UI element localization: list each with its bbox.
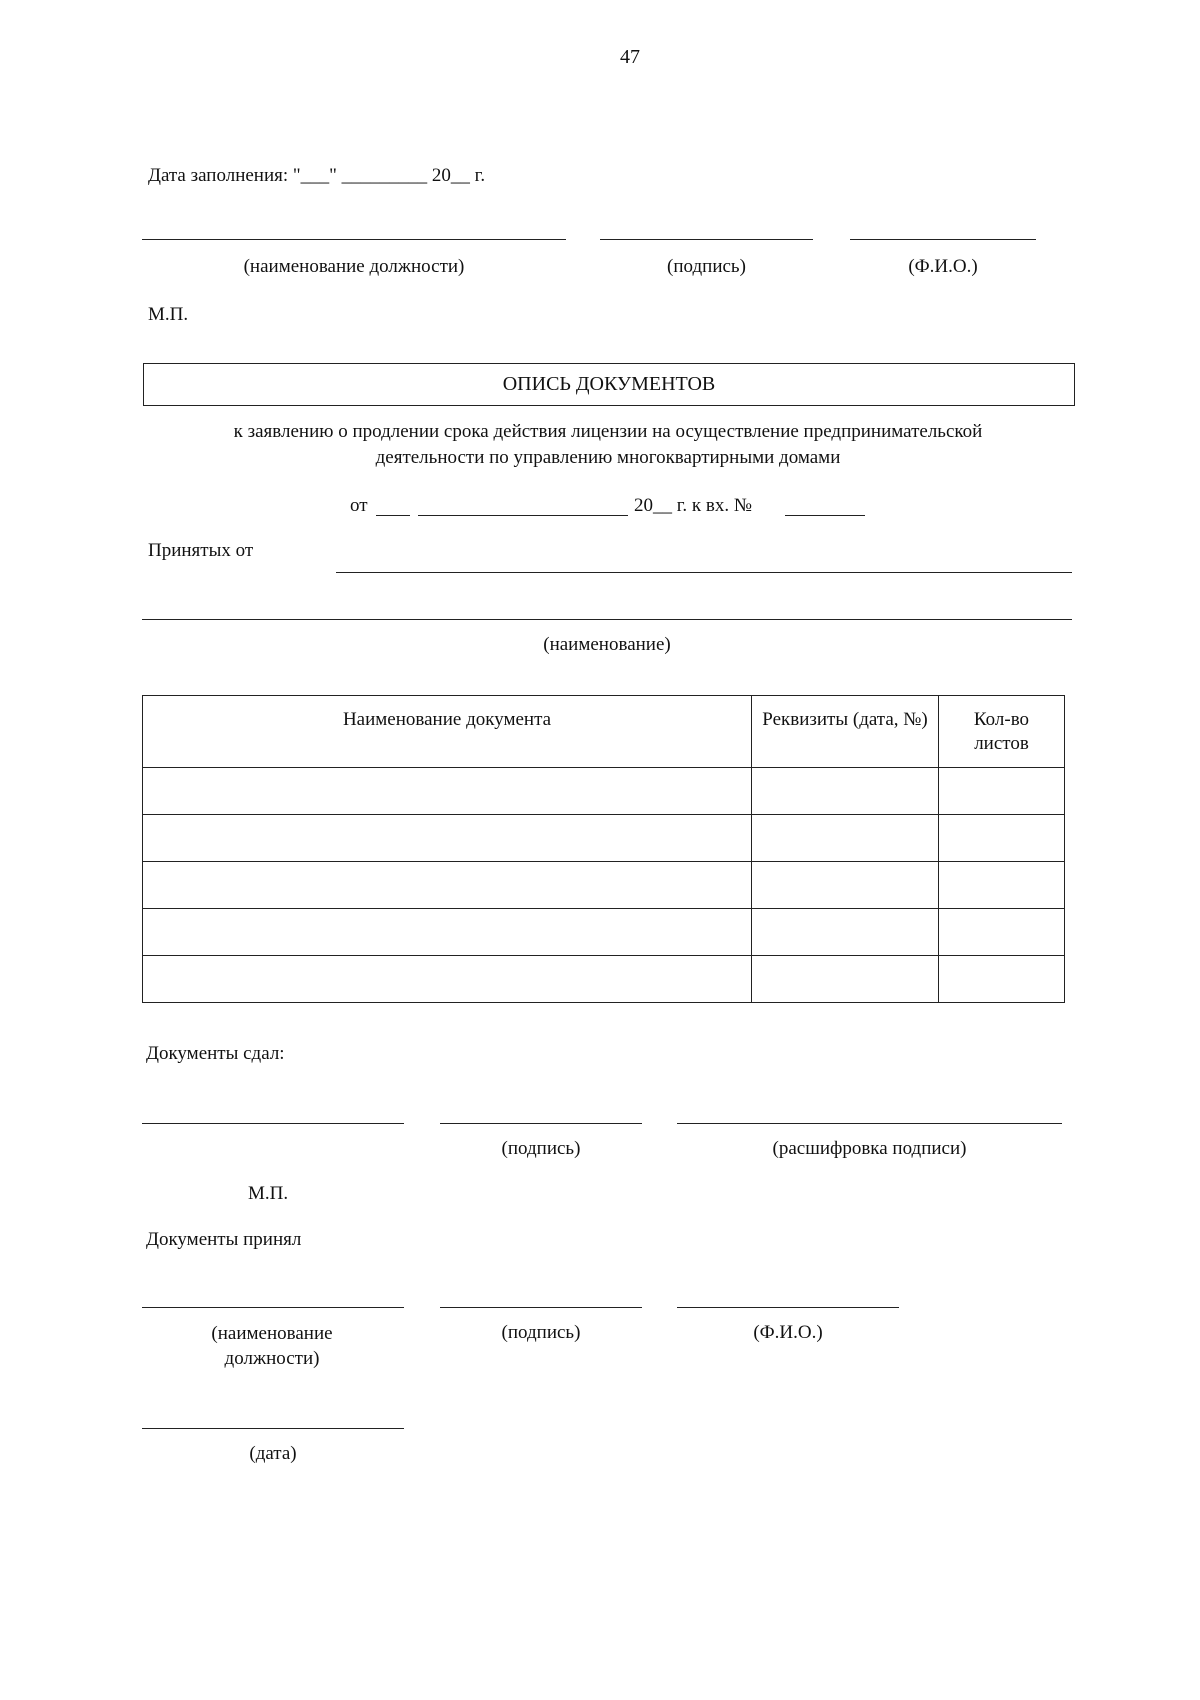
subtitle-line-2: деятельности по управлению многоквартирными домами <box>375 447 841 468</box>
signature-line <box>600 239 813 240</box>
subtitle-line-1: к заявлению о продлении срока действия лицензии на осуществление предпринимательской <box>233 421 983 442</box>
position-caption: (наименование должности) <box>243 256 465 277</box>
received-signature-line <box>440 1307 642 1308</box>
table-header-row <box>143 696 1065 768</box>
fill-date <box>148 165 485 187</box>
received-date-caption: (дата) <box>249 1443 297 1464</box>
fill-date-label: Дата заполнения: <box>148 165 289 186</box>
cell-requisites <box>752 909 939 956</box>
received-date-line <box>142 1428 404 1429</box>
accepted-from-caption: (наименование) <box>543 634 671 655</box>
submitted-signature-caption: (подпись) <box>501 1138 581 1159</box>
date-from-label: от <box>350 495 368 516</box>
cell-sheet-count <box>939 909 1065 956</box>
cell-requisites <box>752 956 939 1003</box>
received-name-caption: (Ф.И.О.) <box>753 1322 823 1343</box>
header-document-name: Наименование документа <box>143 696 752 768</box>
table-row <box>143 815 1065 862</box>
document-title-box <box>143 363 1075 406</box>
submitted-stamp-place: М.П. <box>248 1183 289 1204</box>
cell-document-name <box>143 815 752 862</box>
stamp-place: М.П. <box>148 304 189 325</box>
submitted-decoding-caption: (расшифровка подписи) <box>772 1138 967 1159</box>
cell-requisites <box>752 815 939 862</box>
header-sheet-count: Кол-во листов <box>939 696 1065 768</box>
cell-requisites <box>752 768 939 815</box>
accepted-from-line-1 <box>336 572 1072 573</box>
submitted-signature-line <box>440 1123 642 1124</box>
signature-caption: (подпись) <box>667 256 746 277</box>
name-caption: (Ф.И.О.) <box>908 256 978 277</box>
day-blank <box>376 515 410 516</box>
month-blank <box>418 515 628 516</box>
cell-sheet-count <box>939 815 1065 862</box>
cell-sheet-count <box>939 768 1065 815</box>
cell-requisites <box>752 862 939 909</box>
accepted-from-label: Принятых от <box>148 540 254 561</box>
document-title: ОПИСЬ ДОКУМЕНТОВ <box>502 373 716 395</box>
received-position-line <box>142 1307 404 1308</box>
cell-sheet-count <box>939 862 1065 909</box>
date-year-label: 20__ г. к вх. № <box>634 495 752 516</box>
cell-document-name <box>143 956 752 1003</box>
table-row <box>143 909 1065 956</box>
accepted-from-line-2 <box>142 619 1072 620</box>
fill-date-value: "___" _________ 20__ г. <box>292 165 486 186</box>
received-name-line <box>677 1307 899 1308</box>
submitted-decoding-line <box>677 1123 1062 1124</box>
table-row <box>143 956 1065 1003</box>
received-signature-caption: (подпись) <box>501 1322 581 1343</box>
documents-table <box>142 695 1065 1003</box>
submitted-position-line <box>142 1123 404 1124</box>
table-row <box>143 862 1065 909</box>
table-row <box>143 768 1065 815</box>
header-requisites: Реквизиты (дата, №) <box>752 696 939 768</box>
page-number: 47 <box>620 46 640 68</box>
name-line <box>850 239 1036 240</box>
cell-sheet-count <box>939 956 1065 1003</box>
position-line <box>142 239 566 240</box>
cell-document-name <box>143 909 752 956</box>
received-position-caption: (наименование должности) <box>211 1323 333 1369</box>
cell-document-name <box>143 768 752 815</box>
incoming-number-blank <box>785 515 865 516</box>
cell-document-name <box>143 862 752 909</box>
submitted-label: Документы сдал: <box>146 1043 285 1064</box>
received-label: Документы принял <box>146 1229 302 1250</box>
